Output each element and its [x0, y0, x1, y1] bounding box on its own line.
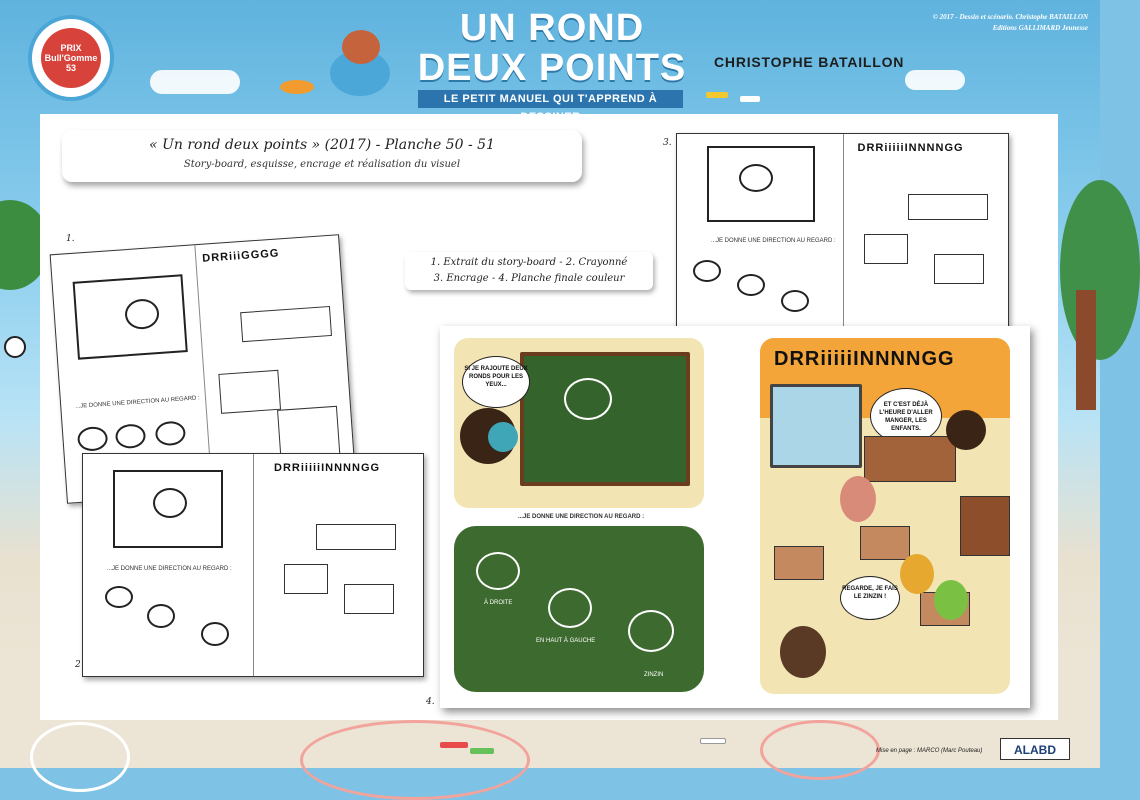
speech-balloon-lunch: ET C'EST DÉJÀ L'HEURE D'ALLER MANGER, LES ENFANTS.: [870, 388, 942, 444]
chalk-eye-up-left: [548, 588, 592, 628]
prize-badge: [28, 15, 114, 101]
pencil-right-page: [253, 454, 423, 676]
pencil-sheet: [75, 453, 424, 677]
sound-effect: DRRiiiiiINNNNGG: [774, 348, 955, 370]
sketch-desk: [277, 406, 340, 460]
tree-trunk: [1076, 290, 1096, 410]
pencil-circle: [105, 586, 133, 608]
author-name: CHRISTOPHE BATAILLON: [714, 54, 905, 70]
ink-sheet: [676, 133, 1009, 333]
student-desk: [860, 526, 910, 560]
final-color-sheet: [440, 326, 1030, 708]
pencil-desk: [344, 584, 394, 614]
layout-credit: Mise en page : MARCO (Marc Pouteau): [876, 748, 983, 754]
pencil-sound-effect: DRRiiiiiINNNNGG: [274, 462, 381, 474]
sketch-desk: [218, 370, 281, 414]
teacher-desk: [864, 436, 956, 482]
teacher-face: [488, 422, 518, 452]
ink-sound-effect: DRRiiiiiINNNNGG: [857, 142, 964, 154]
panel-number-4: 4.: [426, 697, 435, 707]
chalkboard: [520, 352, 690, 486]
legend-line-1: 1. Extrait du story-board - 2. Crayonné: [430, 257, 628, 268]
chalk-stick: [440, 742, 468, 748]
ink-right-page: [843, 134, 1009, 332]
legend-line-2: 3. Encrage - 4. Planche finale couleur: [433, 273, 625, 284]
panel-number-2: 2: [75, 660, 81, 670]
chalk-eye-right: [476, 552, 520, 590]
classroom-platform: [960, 496, 1010, 556]
sketch-desk: [240, 306, 332, 342]
sketch-circle: [115, 423, 147, 449]
badge-num: 53: [65, 63, 76, 73]
ink-desk: [934, 254, 984, 284]
student-figure: [934, 580, 968, 620]
sketch-sound-effect: DRRiiiGGGG: [201, 247, 280, 265]
sketch-circle: [155, 420, 187, 446]
ink-circle: [739, 164, 773, 192]
speech-balloon-kid: REGARDE, JE FAIS LE ZINZIN !: [840, 576, 900, 620]
label-right: À DROITE: [484, 600, 513, 606]
chalk-drawing: [30, 722, 130, 792]
sketch-direction-text: ...JE DONNE UNE DIRECTION AU REGARD :: [75, 395, 200, 410]
speech-balloon-teacher: SI JE RAJOUTE DEUX RONDS POUR LES YEUX...: [462, 356, 530, 408]
legend-box: [405, 252, 653, 290]
tree-right: [1060, 180, 1140, 360]
panel-number-3: 3.: [663, 138, 672, 148]
student-figure: [900, 554, 934, 594]
classroom-window: [770, 384, 862, 468]
student-figure: [840, 476, 876, 522]
label-up-left: EN HAUT À GAUCHE: [536, 638, 596, 644]
alabd-logo: ALABD: [1000, 738, 1070, 760]
badge-mid: Bull'Gomme: [44, 53, 98, 63]
page-title: [412, 8, 692, 88]
chalk-drawing: [300, 720, 530, 800]
label-zinzin: ZINZIN: [644, 672, 664, 678]
header: [0, 0, 1100, 112]
chalk-stick: [700, 738, 726, 744]
caption-subtitle: Story-board, esquisse, encrage et réalisation du visuel: [183, 159, 461, 170]
title-line-1: UN ROND: [459, 7, 645, 49]
caption-title: « Un rond deux points » (2017) - Planche 50 - 51: [149, 137, 495, 153]
ink-circle: [693, 260, 721, 282]
copyright: [868, 12, 1088, 34]
chalk-drawing: [760, 720, 880, 780]
copyright-line-1: © 2017 - Dessin et scénario. Christophe BATAILLON: [932, 13, 1088, 21]
bird-beak: [280, 80, 314, 94]
student-figure: [780, 626, 826, 678]
chalk-stick: [470, 748, 494, 754]
pencil-circle: [201, 622, 229, 646]
pencil-circle: [153, 488, 187, 518]
chalk-eye-zinzin: [628, 610, 674, 652]
chalk-circle: [564, 378, 612, 420]
caption-box: [62, 130, 582, 182]
pencil-direction-text: ...JE DONNE UNE DIRECTION AU REGARD :: [107, 566, 232, 572]
pencil-desk: [316, 524, 396, 550]
ink-left-page: [677, 134, 843, 332]
ink-direction-text: ...JE DONNE UNE DIRECTION AU REGARD :: [711, 238, 836, 244]
direction-text: ...JE DONNE UNE DIRECTION AU REGARD :: [518, 514, 645, 520]
ink-desk: [864, 234, 908, 264]
copyright-line-2: Editions GALLIMARD Jeunesse: [992, 24, 1088, 32]
ink-circle: [781, 290, 809, 312]
football: [4, 336, 26, 358]
panel-number-1: 1.: [66, 234, 75, 244]
pencil-circle: [147, 604, 175, 628]
pencil-desk: [284, 564, 328, 594]
student-desk: [774, 546, 824, 580]
badge-top: PRIX: [60, 43, 82, 53]
subtitle-banner: LE PETIT MANUEL QUI T'APPREND À: [418, 90, 683, 108]
bird-hair: [342, 30, 380, 64]
sketch-circle: [77, 426, 109, 452]
pencil-left-page: [75, 454, 253, 676]
prize-badge-inner: [41, 28, 101, 88]
ink-desk: [908, 194, 988, 220]
ink-circle: [737, 274, 765, 296]
teacher-figure: [946, 410, 986, 450]
title-line-2: DEUX POINTS: [417, 47, 687, 89]
